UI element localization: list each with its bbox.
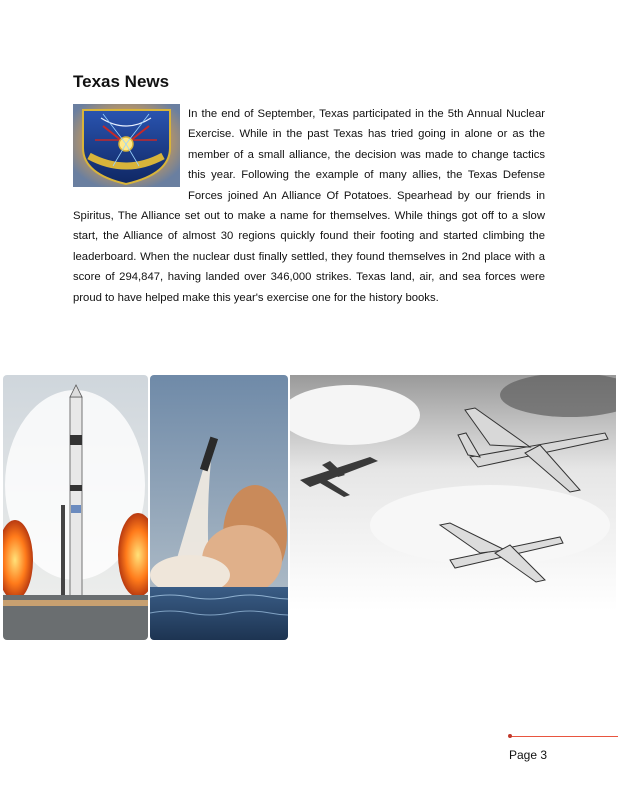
page-number: Page 3: [509, 748, 548, 762]
missile-silo-launch-photo: [3, 375, 148, 640]
footer-accent-dot: [508, 734, 512, 738]
submarine-missile-launch-photo: [150, 375, 288, 640]
bomber-aircraft-formation-photo: [290, 375, 616, 611]
article-body: In the end of September, Texas participated in the 5th Annual Nuclear Exercise. While in the past Texas has tried going in alone or as the member of a small alliance, the decision was made to change tactics this year. Following the example of many allies, the Texas Defense Forces joined An Alliance Of Potatoes. Spearhead by our friends in Spiritus, The Alliance set out to make a name for themselves. While things got off to a slow start, the Alliance of almost 30 regions quickly found their footing and started climbing the leaderboard. When the nuclear dust finally settled, they found themselves in 2nd place with a score of 294,847, having landed over 346,000 strikes. Texas land, air, and sea forces were proud to have helped make this year's exercise one for the history books.: [73, 108, 545, 304]
strategic-command-emblem: [73, 104, 180, 187]
article-heading: Texas News: [73, 72, 170, 91]
article: [73, 104, 545, 308]
footer-accent-line: [510, 736, 618, 737]
